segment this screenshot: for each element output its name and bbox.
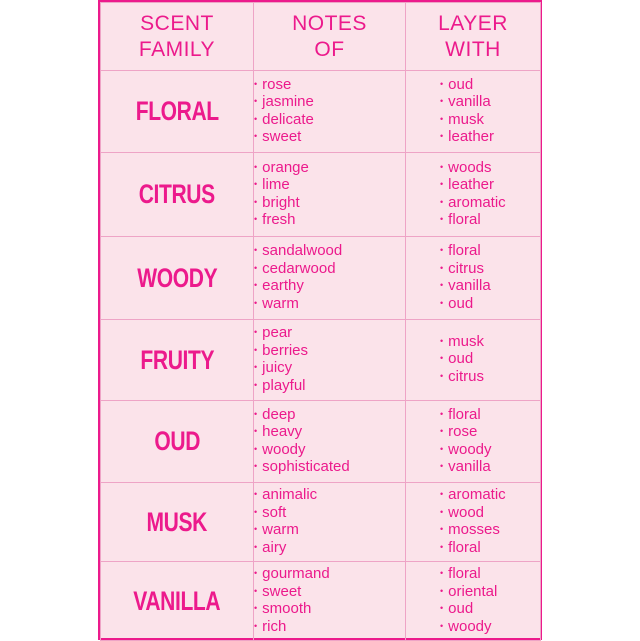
table-row [101,153,541,237]
layer-cell [406,237,541,320]
layer-item: • floral [440,566,540,584]
note-item: • delicate [254,112,405,130]
note-item: • rich [254,619,405,637]
layer-list [440,334,540,387]
note-item: • juicy [254,360,405,378]
table-row [101,401,541,483]
note-item: • pear [254,325,405,343]
notes-list [254,566,405,636]
layer-item: • floral [440,212,540,230]
layer-list [440,407,540,477]
scent-family-cell [101,320,254,401]
scent-family-cell [101,153,254,237]
scent-family-cell [101,237,254,320]
scent-chart [98,0,542,640]
note-item: • rose [254,77,405,95]
layer-item: • leather [440,129,540,147]
layer-item: • oud [440,601,540,619]
header-line: NOTES [292,11,367,35]
scent-family-cell [101,71,254,153]
note-item: • sandalwood [254,243,405,261]
notes-list [254,160,405,230]
scent-family-cell [101,401,254,483]
layer-item: • vanilla [440,459,540,477]
note-item: • warm [254,296,405,314]
layer-list [440,487,540,557]
note-item: • airy [254,540,405,558]
layer-item: • citrus [440,369,540,387]
scent-family-name: CITRUS [138,179,216,209]
layer-item: • oriental [440,584,540,602]
scent-family-name: WOODY [137,262,217,293]
header-line: WITH [445,37,501,61]
layer-item: • wood [440,505,540,523]
layer-list [440,160,540,230]
note-item: • cedarwood [254,261,405,279]
layer-item: • aromatic [440,195,540,213]
table-row [101,71,541,153]
scent-family-name: FRUITY [140,344,214,375]
layer-item: • oud [440,296,540,314]
layer-item: • mosses [440,522,540,540]
note-item: • deep [254,407,405,425]
note-item: • soft [254,505,405,523]
header-line: OF [314,37,345,61]
layer-item: • floral [440,243,540,261]
scent-family-name: MUSK [146,506,208,537]
layer-item: • woody [440,619,540,637]
notes-cell [254,320,406,401]
layer-cell [406,483,541,562]
note-item: • smooth [254,601,405,619]
note-item: • warm [254,522,405,540]
notes-list [254,487,405,557]
layer-list [440,77,540,147]
note-item: • playful [254,378,405,396]
layer-item: • musk [440,112,540,130]
note-item: • jasmine [254,94,405,112]
layer-item: • floral [440,407,540,425]
header-notes-of [254,3,406,71]
header-layer-with [406,3,541,71]
layer-item: • aromatic [440,487,540,505]
layer-cell [406,562,541,641]
note-item: • earthy [254,278,405,296]
table-row [101,562,541,641]
note-item: • berries [254,343,405,361]
table-body [101,71,541,641]
layer-item: • woods [440,160,540,178]
layer-item: • oud [440,77,540,95]
note-item: • animalic [254,487,405,505]
scent-family-name: FLORAL [135,96,219,126]
scent-family-cell [101,483,254,562]
note-item: • heavy [254,424,405,442]
notes-list [254,77,405,147]
header-scent-family [101,3,254,71]
layer-cell [406,401,541,483]
layer-item: • vanilla [440,94,540,112]
layer-item: • woody [440,442,540,460]
note-item: • sophisticated [254,459,405,477]
layer-item: • leather [440,177,540,195]
notes-cell [254,237,406,320]
scent-family-name: OUD [154,426,200,456]
layer-cell [406,71,541,153]
notes-cell [254,153,406,237]
notes-cell [254,483,406,562]
note-item: • sweet [254,584,405,602]
header-line: SCENT [140,11,214,35]
layer-item: • rose [440,424,540,442]
notes-list [254,325,405,395]
note-item: • gourmand [254,566,405,584]
note-item: • bright [254,195,405,213]
table-row [101,483,541,562]
layer-item: • vanilla [440,278,540,296]
layer-list [440,243,540,313]
note-item: • woody [254,442,405,460]
scent-family-cell [101,562,254,641]
note-item: • sweet [254,129,405,147]
table-row [101,320,541,401]
header-line: LAYER [438,11,508,35]
table-row [101,237,541,320]
notes-list [254,243,405,313]
notes-cell [254,71,406,153]
note-item: • orange [254,160,405,178]
scent-table [100,2,541,641]
header-line: FAMILY [138,37,216,61]
scent-family-name: VANILLA [133,585,221,616]
header-row [101,3,541,71]
layer-item: • citrus [440,261,540,279]
note-item: • fresh [254,212,405,230]
notes-list [254,407,405,477]
layer-cell [406,320,541,401]
notes-cell [254,401,406,483]
layer-item: • musk [440,334,540,352]
layer-item: • oud [440,351,540,369]
note-item: • lime [254,177,405,195]
notes-cell [254,562,406,641]
layer-list [440,566,540,636]
layer-cell [406,153,541,237]
layer-item: • floral [440,540,540,558]
